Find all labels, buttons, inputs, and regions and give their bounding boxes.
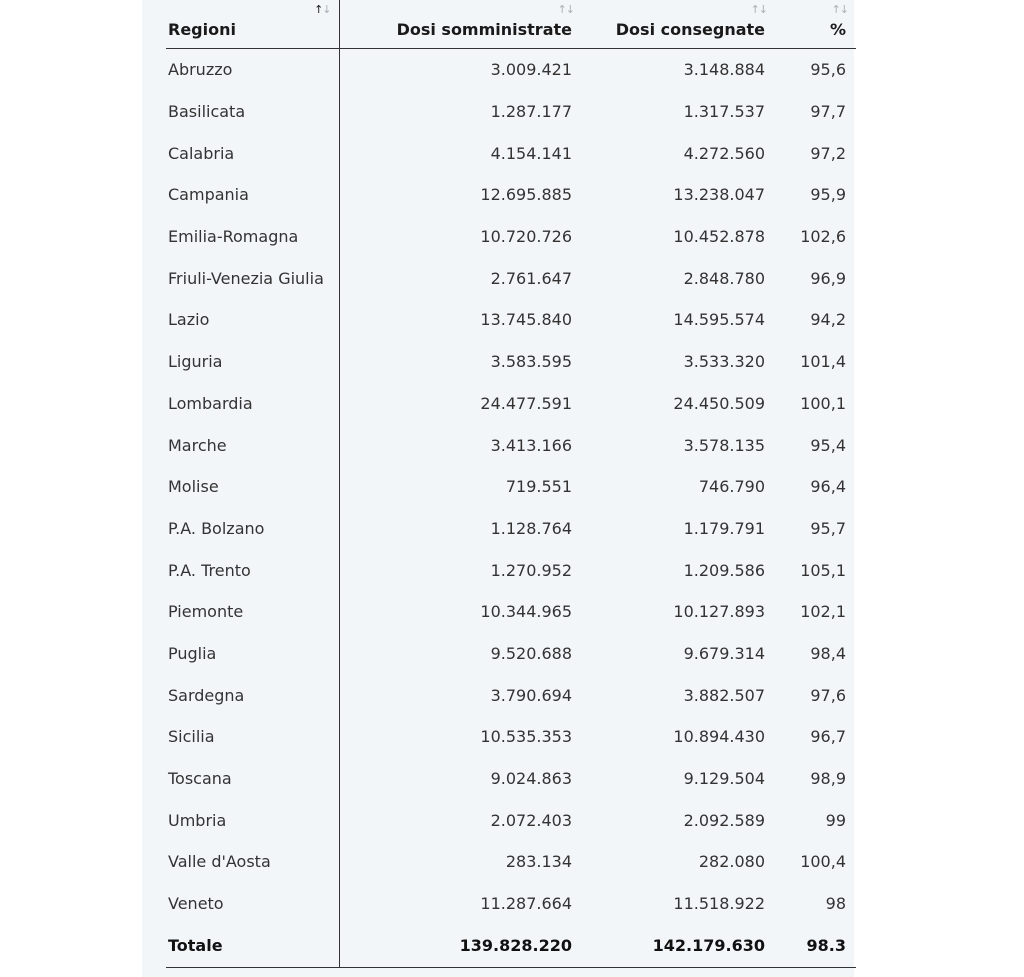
cell-region: Liguria <box>166 341 339 383</box>
cell-percent: 100,4 <box>800 852 846 872</box>
cell-administered: 9.024.863 <box>490 769 572 789</box>
sort-down-icon: ↓ <box>322 3 331 16</box>
cell-administered: 11.287.664 <box>480 894 572 914</box>
sort-down-icon: ↓ <box>758 3 767 16</box>
cell-percent: 95,4 <box>810 435 846 455</box>
cell-administered: 12.695.885 <box>480 185 572 205</box>
cell-delivered: 746.790 <box>698 477 765 497</box>
column-header-administered[interactable] <box>339 0 582 49</box>
cell-region: Campania <box>166 174 339 216</box>
cell-percent: 95,7 <box>810 518 846 538</box>
cell-percent: 97,6 <box>810 685 846 705</box>
table-row <box>166 799 856 841</box>
cell-region: Veneto <box>166 883 339 925</box>
table-row <box>166 257 856 299</box>
table-row <box>166 508 856 550</box>
cell-delivered: 142.179.630 <box>582 924 775 968</box>
cell-administered: 13.745.840 <box>480 310 572 330</box>
cell-percent: 101,4 <box>800 352 846 372</box>
cell-percent: 95,9 <box>810 185 846 205</box>
table-row <box>166 383 856 425</box>
table-body <box>166 49 856 968</box>
cell-region: Totale <box>166 924 339 968</box>
cell-percent: 100,1 <box>800 393 846 413</box>
table-row <box>166 299 856 341</box>
cell-region: Puglia <box>166 633 339 675</box>
table-header <box>166 0 856 49</box>
cell-administered: 2.761.647 <box>490 268 572 288</box>
cell-administered: 719.551 <box>505 477 572 497</box>
cell-administered: 283.134 <box>505 852 572 872</box>
table-row <box>166 424 856 466</box>
cell-region: Sardegna <box>166 674 339 716</box>
cell-delivered: 13.238.047 <box>673 185 765 205</box>
column-header-region[interactable] <box>166 0 339 49</box>
table-row <box>166 841 856 883</box>
cell-administered: 139.828.220 <box>339 924 582 968</box>
column-header-label: % <box>829 20 846 39</box>
cell-percent: 98.3 <box>775 924 856 968</box>
table-row <box>166 49 856 91</box>
column-header-label: Regioni <box>168 20 236 39</box>
cell-delivered: 2.092.589 <box>683 810 765 830</box>
sort-up-icon: ↑ <box>314 3 323 16</box>
table-row <box>166 91 856 133</box>
cell-region: Emilia-Romagna <box>166 216 339 258</box>
table-row <box>166 633 856 675</box>
sort-icon[interactable] <box>558 3 574 16</box>
table-row <box>166 341 856 383</box>
cell-region: Lombardia <box>166 383 339 425</box>
cell-delivered: 3.533.320 <box>683 352 765 372</box>
table-row <box>166 758 856 800</box>
table-row <box>166 216 856 258</box>
cell-region: Sicilia <box>166 716 339 758</box>
cell-percent: 102,1 <box>800 602 846 622</box>
table-row <box>166 674 856 716</box>
cell-region: Toscana <box>166 758 339 800</box>
vaccine-doses-table <box>166 0 856 968</box>
table-row <box>166 549 856 591</box>
cell-percent: 102,6 <box>800 227 846 247</box>
cell-region: Lazio <box>166 299 339 341</box>
table-row <box>166 466 856 508</box>
sort-up-icon: ↑ <box>557 3 566 16</box>
sort-down-icon: ↓ <box>839 3 848 16</box>
sort-icon[interactable] <box>832 3 848 16</box>
cell-administered: 24.477.591 <box>480 393 572 413</box>
cell-region: Molise <box>166 466 339 508</box>
cell-administered: 1.128.764 <box>490 518 572 538</box>
cell-region: Abruzzo <box>166 49 339 91</box>
table-row <box>166 716 856 758</box>
header-row <box>166 0 856 49</box>
cell-region: Valle d'Aosta <box>166 841 339 883</box>
cell-region: Piemonte <box>166 591 339 633</box>
cell-region: Friuli-Venezia Giulia <box>166 257 339 299</box>
cell-administered: 1.287.177 <box>490 102 572 122</box>
column-header-percent[interactable] <box>775 0 856 49</box>
cell-administered: 3.009.421 <box>490 60 572 80</box>
cell-region: Marche <box>166 424 339 466</box>
cell-delivered: 3.882.507 <box>683 685 765 705</box>
cell-delivered: 2.848.780 <box>683 268 765 288</box>
cell-administered: 3.583.595 <box>490 352 572 372</box>
total-row <box>166 924 856 968</box>
cell-delivered: 4.272.560 <box>683 143 765 163</box>
column-header-label: Dosi somministrate <box>396 20 572 39</box>
cell-delivered: 1.179.791 <box>683 518 765 538</box>
column-header-label: Dosi consegnate <box>615 20 765 39</box>
cell-percent: 97,7 <box>810 102 846 122</box>
cell-region: Umbria <box>166 799 339 841</box>
cell-administered: 4.154.141 <box>490 143 572 163</box>
cell-delivered: 1.209.586 <box>683 560 765 580</box>
cell-percent: 105,1 <box>800 560 846 580</box>
cell-delivered: 1.317.537 <box>683 102 765 122</box>
cell-administered: 1.270.952 <box>490 560 572 580</box>
cell-delivered: 24.450.509 <box>673 393 765 413</box>
cell-percent: 99 <box>825 810 846 830</box>
cell-administered: 3.790.694 <box>490 685 572 705</box>
cell-percent: 96,9 <box>810 268 846 288</box>
cell-percent: 94,2 <box>810 310 846 330</box>
cell-administered: 10.344.965 <box>480 602 572 622</box>
table-row <box>166 883 856 925</box>
cell-administered: 10.720.726 <box>480 227 572 247</box>
cell-delivered: 10.127.893 <box>673 602 765 622</box>
sort-down-icon: ↓ <box>565 3 574 16</box>
cell-percent: 98 <box>825 894 846 914</box>
cell-administered: 2.072.403 <box>490 810 572 830</box>
cell-administered: 9.520.688 <box>490 643 572 663</box>
cell-percent: 95,6 <box>810 60 846 80</box>
sort-icon[interactable] <box>751 3 767 16</box>
cell-percent: 96,4 <box>810 477 846 497</box>
cell-delivered: 10.452.878 <box>673 227 765 247</box>
cell-region: Calabria <box>166 132 339 174</box>
cell-delivered: 9.129.504 <box>683 769 765 789</box>
cell-delivered: 10.894.430 <box>673 727 765 747</box>
column-header-delivered[interactable] <box>582 0 775 49</box>
cell-percent: 96,7 <box>810 727 846 747</box>
table-panel <box>142 0 854 977</box>
cell-delivered: 11.518.922 <box>673 894 765 914</box>
cell-administered: 10.535.353 <box>480 727 572 747</box>
table-row <box>166 591 856 633</box>
cell-delivered: 282.080 <box>698 852 765 872</box>
cell-percent: 97,2 <box>810 143 846 163</box>
cell-percent: 98,4 <box>810 643 846 663</box>
sort-up-icon: ↑ <box>831 3 840 16</box>
table-row <box>166 174 856 216</box>
cell-administered: 3.413.166 <box>490 435 572 455</box>
cell-delivered: 9.679.314 <box>683 643 765 663</box>
table-row <box>166 132 856 174</box>
cell-region: Basilicata <box>166 91 339 133</box>
cell-delivered: 3.578.135 <box>683 435 765 455</box>
cell-percent: 98,9 <box>810 769 846 789</box>
sort-icon[interactable] <box>314 3 330 16</box>
cell-delivered: 14.595.574 <box>673 310 765 330</box>
cell-region: P.A. Trento <box>166 549 339 591</box>
cell-region: P.A. Bolzano <box>166 508 339 550</box>
sort-up-icon: ↑ <box>750 3 759 16</box>
cell-delivered: 3.148.884 <box>683 60 765 80</box>
